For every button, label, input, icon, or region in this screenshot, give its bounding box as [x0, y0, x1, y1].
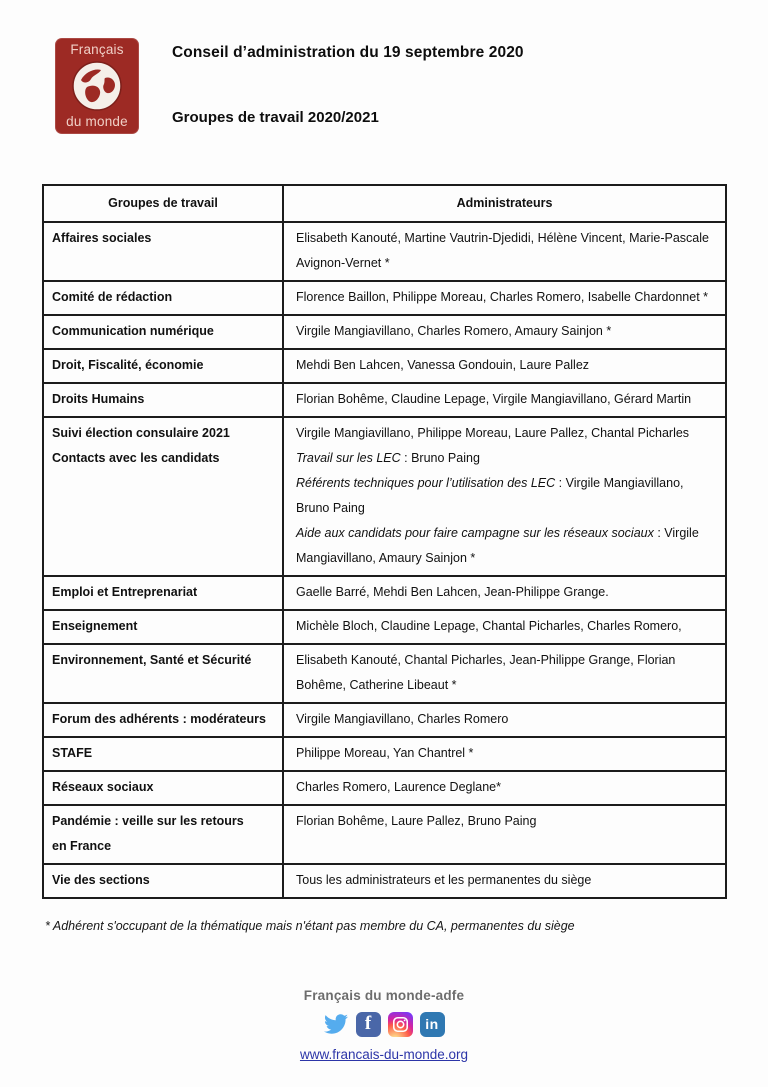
- admins-cell: Michèle Bloch, Claudine Lepage, Chantal Picharles, Charles Romero,: [283, 610, 726, 644]
- admins-cell: Gaelle Barré, Mehdi Ben Lahcen, Jean-Philippe Grange.: [283, 576, 726, 610]
- page-footer: [0, 988, 768, 1064]
- table-row: [43, 281, 726, 315]
- table-row: [43, 417, 726, 576]
- group-cell: STAFE: [43, 737, 283, 771]
- group-cell: Environnement, Santé et Sécurité: [43, 644, 283, 703]
- group-cell: Emploi et Entreprenariat: [43, 576, 283, 610]
- group-cell: Réseaux sociaux: [43, 771, 283, 805]
- admins-cell: Elisabeth Kanouté, Chantal Picharles, Jean-Philippe Grange, Florian Bohême, Catherine Libeaut *: [283, 644, 726, 703]
- page-title: Conseil d’administration du 19 septembre 2020: [172, 44, 524, 61]
- table-row: [43, 576, 726, 610]
- column-header-administrators: Administrateurs: [283, 185, 726, 222]
- group-cell: Vie des sections: [43, 864, 283, 898]
- table-row: [43, 383, 726, 417]
- table-header-row: [43, 185, 726, 222]
- table-row: [43, 644, 726, 703]
- website-link[interactable]: www.francais-du-monde.org: [299, 1047, 469, 1062]
- table-row: [43, 805, 726, 864]
- linkedin-icon[interactable]: in: [419, 1011, 445, 1037]
- admins-cell: Elisabeth Kanouté, Martine Vautrin-Djedidi, Hélène Vincent, Marie-Pascale Avignon-Vernet *: [283, 222, 726, 281]
- social-icons-row: [0, 1010, 768, 1038]
- header-titles: [172, 38, 524, 126]
- group-cell: Forum des adhérents : modérateurs: [43, 703, 283, 737]
- group-cell: Affaires sociales: [43, 222, 283, 281]
- footnote: * Adhérent s'occupant de la thématique mais n'étant pas membre du CA, permanentes du siège: [45, 918, 575, 933]
- group-cell: Pandémie : veille sur les retours en France: [43, 805, 283, 864]
- table-row: [43, 703, 726, 737]
- page-header: [0, 0, 768, 134]
- admins-cell: Virgile Mangiavillano, Charles Romero, Amaury Sainjon *: [283, 315, 726, 349]
- table-row: [43, 349, 726, 383]
- page-subtitle: Groupes de travail 2020/2021: [172, 109, 379, 126]
- table-row: [43, 315, 726, 349]
- admins-cell: Florence Baillon, Philippe Moreau, Charles Romero, Isabelle Chardonnet *: [283, 281, 726, 315]
- admins-cell: Mehdi Ben Lahcen, Vanessa Gondouin, Laure Pallez: [283, 349, 726, 383]
- francais-du-monde-logo: [55, 38, 139, 134]
- table-row: [43, 771, 726, 805]
- admins-cell: Virgile Mangiavillano, Philippe Moreau, Laure Pallez, Chantal Picharles Travail sur les LEC : Bruno Paing Référents techniques pour l’utilisation des LEC : Virgile Mangiavillano, Bruno Paing Aide aux candidats pour faire campagne sur les réseaux sociaux : Virgile Mangiavillano, Amaury Sainjon *: [283, 417, 726, 576]
- admins-cell: Philippe Moreau, Yan Chantrel *: [283, 737, 726, 771]
- admins-cell: Florian Bohême, Claudine Lepage, Virgile Mangiavillano, Gérard Martin: [283, 383, 726, 417]
- instagram-icon[interactable]: [387, 1011, 413, 1037]
- logo-text-bottom: du monde: [66, 113, 128, 129]
- logo-text-top: Français: [70, 42, 124, 57]
- group-cell: Enseignement: [43, 610, 283, 644]
- group-cell: Droits Humains: [43, 383, 283, 417]
- working-groups-table-wrap: [42, 184, 727, 899]
- globe-icon: [71, 60, 123, 112]
- footer-org-name: Français du monde-adfe: [303, 988, 465, 1003]
- admins-cell: Charles Romero, Laurence Deglane*: [283, 771, 726, 805]
- table-row: [43, 737, 726, 771]
- group-cell: Communication numérique: [43, 315, 283, 349]
- admins-cell: Virgile Mangiavillano, Charles Romero: [283, 703, 726, 737]
- group-cell: Comité de rédaction: [43, 281, 283, 315]
- twitter-icon[interactable]: [323, 1011, 349, 1037]
- footer-url-row: [0, 1046, 768, 1064]
- table-row: [43, 610, 726, 644]
- group-cell: Suivi élection consulaire 2021 Contacts avec les candidats: [43, 417, 283, 576]
- facebook-icon[interactable]: f: [355, 1011, 381, 1037]
- working-groups-table: [42, 184, 727, 899]
- column-header-groups: Groupes de travail: [43, 185, 283, 222]
- group-cell: Droit, Fiscalité, économie: [43, 349, 283, 383]
- table-row: [43, 222, 726, 281]
- table-row: [43, 864, 726, 898]
- admins-cell: Tous les administrateurs et les permanentes du siège: [283, 864, 726, 898]
- admins-cell: Florian Bohême, Laure Pallez, Bruno Paing: [283, 805, 726, 864]
